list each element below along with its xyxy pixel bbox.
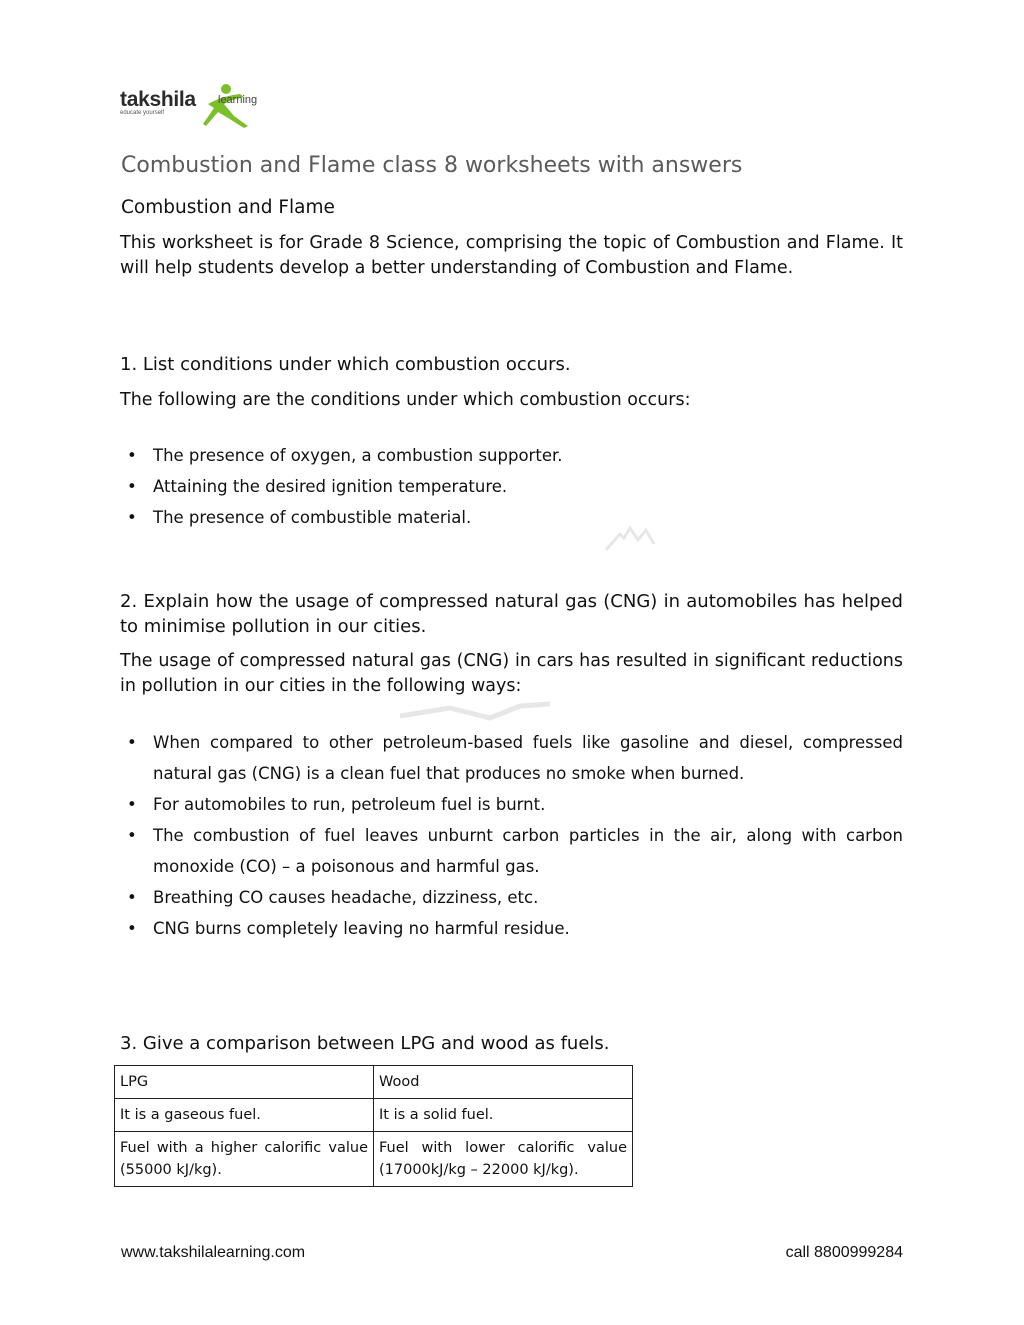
list-item: • For automobiles to run, petroleum fuel is burnt.: [120, 789, 903, 820]
list-item: • The combustion of fuel leaves unburnt carbon particles in the air, along with carbon monoxide (CO) – a poisonous and harmful gas.: [120, 820, 903, 882]
watermark-fragment-icon: [390, 696, 570, 726]
logo-learning-text: learning: [218, 94, 258, 106]
question-1: 1. List conditions under which combustion occurs.: [120, 354, 571, 375]
bullet-icon: •: [127, 888, 137, 907]
bullet-icon: •: [127, 446, 137, 465]
table-cell: It is a gaseous fuel.: [115, 1099, 374, 1132]
watermark-fragment-icon: [600, 520, 660, 554]
table-cell: Fuel with lower calorific value (17000kJ/kg – 22000 kJ/kg).: [374, 1132, 633, 1187]
section-heading: Combustion and Flame: [121, 197, 335, 218]
table-header-row: [115, 1066, 633, 1099]
logo-tagline: educate yourself: [120, 110, 165, 116]
question-2: 2. Explain how the usage of compressed natural gas (CNG) in automobiles has helped to minimise pollution in our cities.: [120, 591, 903, 637]
intro-paragraph: This worksheet is for Grade 8 Science, comprising the topic of Combustion and Flame. It will help students develop a better understanding of Combustion and Flame.: [120, 233, 903, 278]
table-cell: It is a solid fuel.: [374, 1099, 633, 1132]
list-item: • The presence of oxygen, a combustion supporter.: [120, 440, 903, 471]
table-row: [115, 1099, 633, 1132]
takshila-logo: [120, 82, 270, 128]
footer-phone: call 8800999284: [785, 1244, 903, 1261]
question-3: 3. Give a comparison between LPG and wood as fuels.: [120, 1033, 610, 1054]
answer-1-list: [120, 440, 903, 533]
bullet-icon: •: [127, 795, 137, 814]
table-header-cell: LPG: [115, 1066, 374, 1099]
answer-2-list: [120, 727, 903, 944]
table-cell: Fuel with a higher calorific value (55000 kJ/kg).: [115, 1132, 374, 1187]
bullet-icon: •: [127, 826, 137, 845]
table-row: [115, 1132, 633, 1187]
page-title: Combustion and Flame class 8 worksheets with answers: [121, 153, 743, 178]
bullet-icon: •: [127, 733, 137, 752]
bullet-icon: •: [127, 919, 137, 938]
answer-1-intro: The following are the conditions under which combustion occurs:: [120, 390, 691, 410]
list-item: • CNG burns completely leaving no harmful residue.: [120, 913, 903, 944]
answer-2-intro: The usage of compressed natural gas (CNG) in cars has resulted in significant reductions in pollution in our cities in the following ways:: [120, 651, 903, 696]
bullet-icon: •: [127, 508, 137, 527]
logo-brand-text: takshila: [120, 88, 196, 111]
comparison-table: [114, 1065, 633, 1187]
list-item: • Attaining the desired ignition temperature.: [120, 471, 903, 502]
list-item: • Breathing CO causes headache, dizziness, etc.: [120, 882, 903, 913]
list-item: • When compared to other petroleum-based fuels like gasoline and diesel, compressed natural gas (CNG) is a clean fuel that produces no smoke when burned.: [120, 727, 903, 789]
table-header-cell: Wood: [374, 1066, 633, 1099]
footer-website: www.takshilalearning.com: [121, 1244, 306, 1261]
bullet-icon: •: [127, 477, 137, 496]
list-item: • The presence of combustible material.: [120, 502, 903, 533]
